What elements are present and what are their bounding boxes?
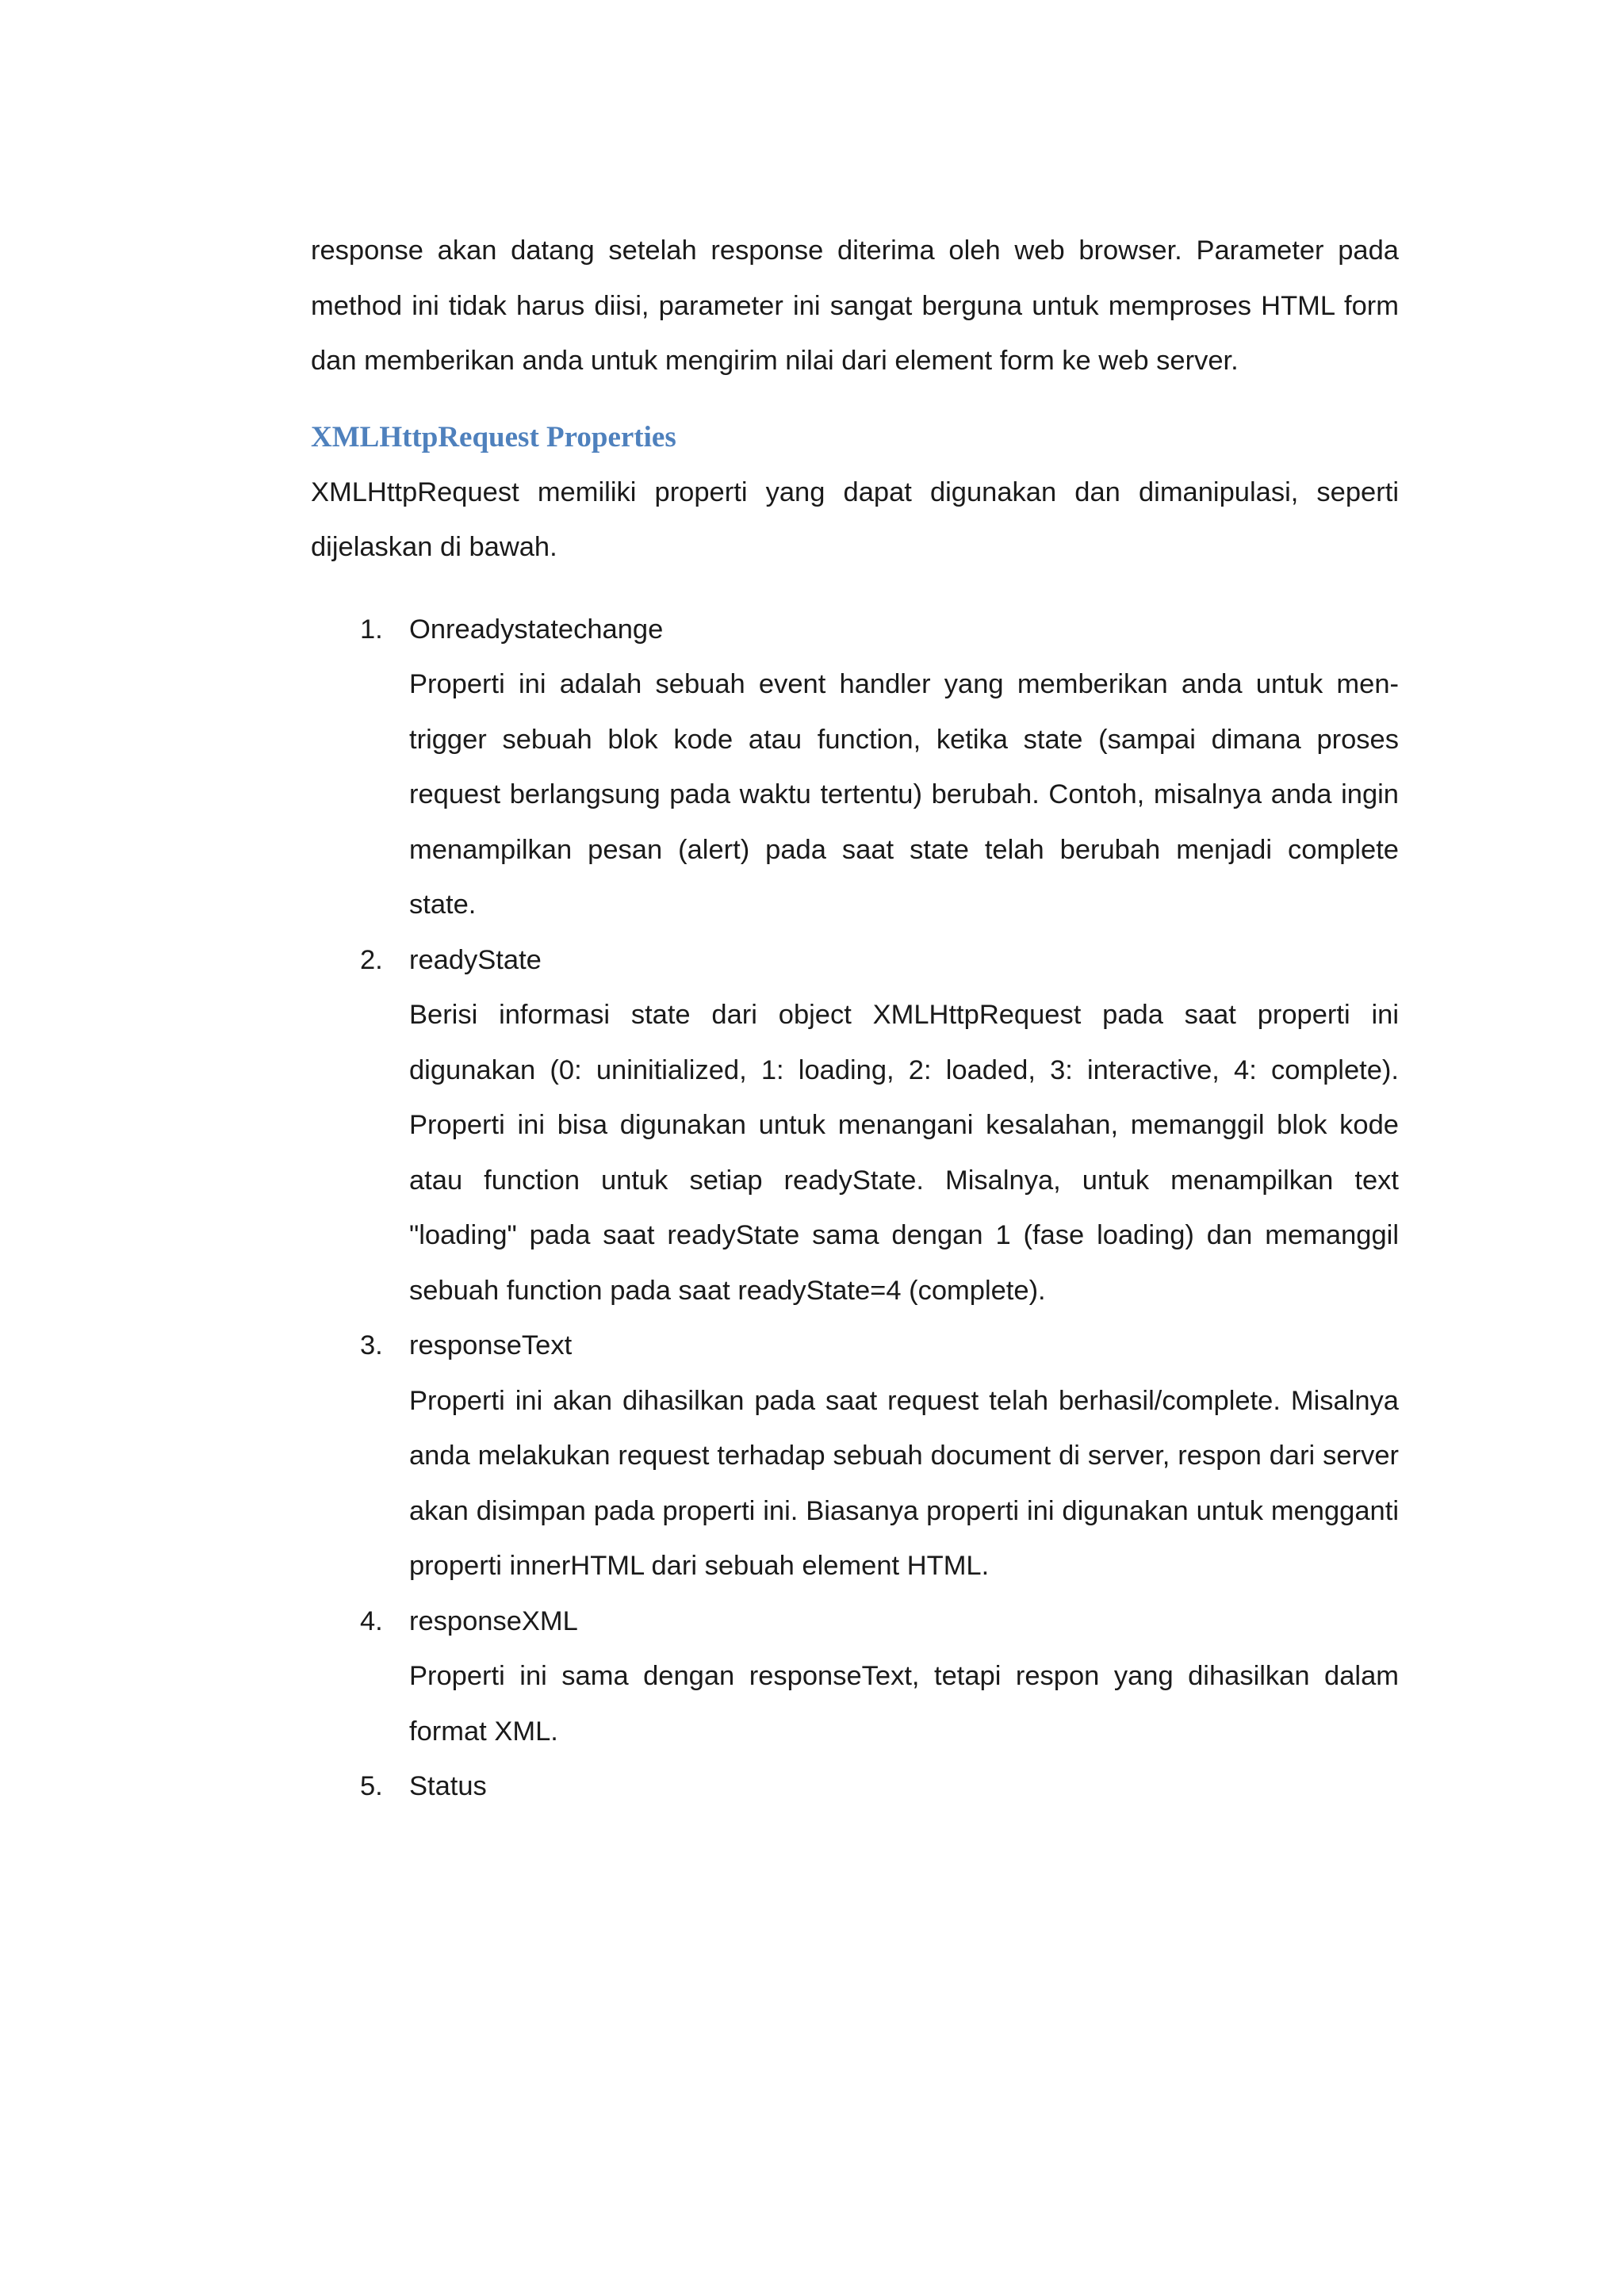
continuation-paragraph: response akan datang setelah response diterima oleh web browser. Parameter pada method ini tidak harus diisi, parameter ini sangat berguna untuk memproses HTML form dan memberikan anda untuk mengirim nilai dari element form ke web server. bbox=[311, 235, 1399, 376]
list-item-description: Properti ini sama dengan responseText, tetapi respon yang dihasilkan dalam format XML. bbox=[409, 1661, 1399, 1747]
list-item-number: 2. bbox=[360, 944, 383, 975]
list-item-description: Properti ini adalah sebuah event handler yang memberikan anda untuk men-trigger sebuah blok kode atau function, ketika state (sampai dimana proses request berlangsung pada waktu tertentu) berubah. Contoh, misalnya anda ingin menampilkan pesan (alert) pada saat state telah berubah menjadi complete state. bbox=[409, 669, 1399, 920]
list-item-title: readyState bbox=[409, 944, 542, 975]
list-item bbox=[311, 1759, 1399, 1815]
list-item bbox=[311, 1318, 1399, 1594]
list-item-number: 4. bbox=[360, 1605, 383, 1636]
section-heading: XMLHttpRequest Properties bbox=[311, 420, 676, 453]
list-item-number: 5. bbox=[360, 1771, 383, 1801]
list-item-title: Onreadystatechange bbox=[409, 614, 664, 645]
list-item bbox=[311, 603, 1399, 933]
list-item-number: 1. bbox=[360, 614, 383, 645]
list-item-title: responseXML bbox=[409, 1605, 578, 1636]
list-item-description: Berisi informasi state dari object XMLHttpRequest pada saat properti ini digunakan (0: uninitialized, 1: loading, 2: loaded, 3: interactive, 4: complete). Properti ini bisa digunakan untuk menangani kesalahan, memanggil blok kode atau function untuk setiap readyState. Misalnya, untuk menampilkan text "loading" pada saat readyState sama dengan 1 (fase loading) dan memanggil sebuah function pada saat readyState=4 (complete). bbox=[409, 1000, 1399, 1306]
list-item-title: Status bbox=[409, 1771, 487, 1801]
list-item-description: Properti ini akan dihasilkan pada saat request telah berhasil/complete. Misalnya anda melakukan request terhadap sebuah document di server, respon dari server akan disimpan pada properti ini. Biasanya properti ini digunakan untuk mengganti properti innerHTML dari sebuah element HTML. bbox=[409, 1385, 1399, 1581]
list-item-title: responseText bbox=[409, 1330, 573, 1360]
page-content bbox=[311, 224, 1399, 1815]
list-item-number: 3. bbox=[360, 1330, 383, 1360]
section-intro-paragraph: XMLHttpRequest memiliki properti yang dapat digunakan dan dimanipulasi, seperti dijelaskan di bawah. bbox=[311, 476, 1399, 562]
properties-list bbox=[311, 603, 1399, 1815]
list-item bbox=[311, 933, 1399, 1319]
list-item bbox=[311, 1594, 1399, 1760]
